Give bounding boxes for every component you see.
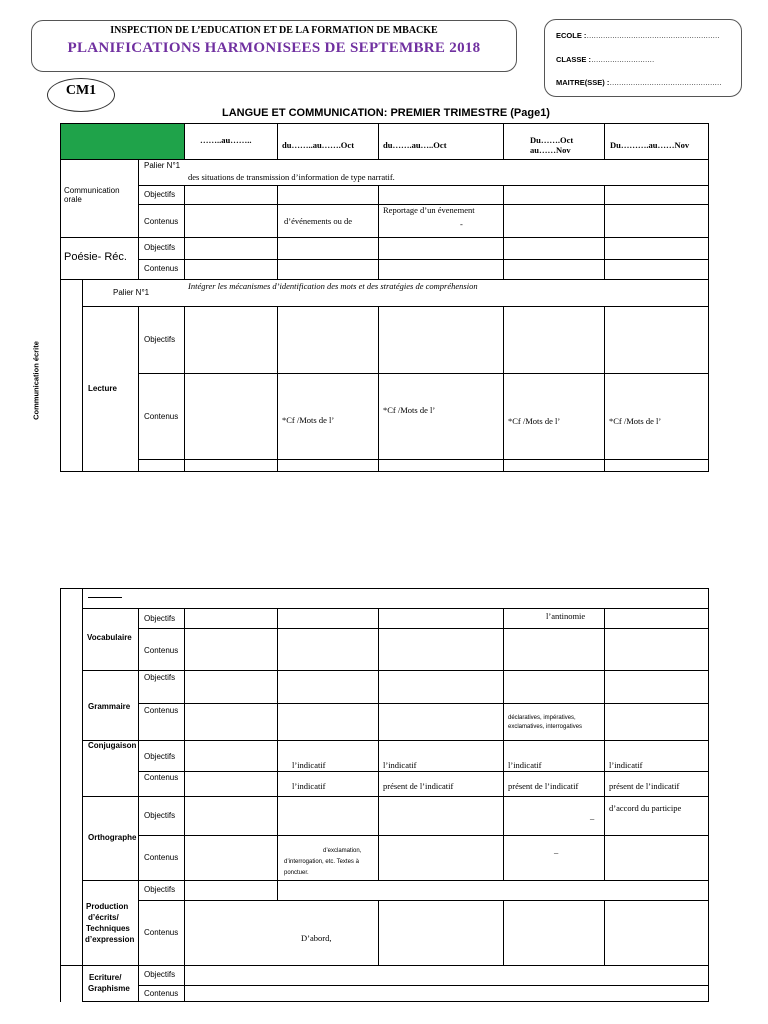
cell-text: présent de l’indicatif	[508, 781, 579, 791]
contenus-label: Contenus	[144, 706, 179, 715]
classe-label: CLASSE :	[556, 55, 592, 64]
objectifs-label: Objectifs	[144, 190, 176, 199]
contenus-label: Contenus	[144, 646, 179, 655]
header-green-cell	[61, 124, 184, 159]
cell-text: déclaratives, impératives,	[508, 715, 576, 721]
cell-text: *Cf /Mots de l’	[508, 416, 561, 426]
objectifs-label: Objectifs	[144, 885, 176, 894]
cell-text: D’abord,	[301, 933, 332, 943]
ecole-dots: …………………………………………………	[586, 31, 720, 40]
cell-text: d’exclamation,	[323, 848, 362, 854]
col-header-4a: Du…….Oct	[530, 135, 574, 145]
classe-dots: ………………………	[591, 55, 655, 64]
production-label-4: d’expression	[85, 935, 135, 944]
contenus-label: Contenus	[144, 928, 179, 937]
classe-field[interactable]	[556, 55, 654, 64]
cell-text: présent de l’indicatif	[609, 781, 680, 791]
cell-text: –	[554, 847, 559, 857]
lecture-label: Lecture	[88, 384, 117, 393]
cell-text: l’indicatif	[508, 760, 542, 770]
page-title: PLANIFICATIONS HARMONISEES DE SEPTEMBRE 2018	[67, 40, 481, 56]
palier-text: Intégrer les mécanismes d’identification des mots et des stratégies de compréhension	[188, 281, 478, 291]
cell-text: _	[590, 811, 595, 821]
col-header-2: du……..au…….Oct	[282, 140, 355, 150]
cell-text: d’interrogation, etc. Textes à	[284, 859, 359, 865]
class-badge: CM1	[47, 78, 115, 112]
col-header-3: du…….au…..Oct	[383, 140, 447, 150]
cell-text: l’indicatif	[383, 760, 417, 770]
objectifs-label: Objectifs	[144, 243, 176, 252]
objectifs-label: Objectifs	[144, 614, 176, 623]
contenus-label: Contenus	[144, 217, 179, 226]
cell-text: exclamatives, interrogatives	[508, 724, 583, 730]
cell-text: l’antinomie	[546, 611, 586, 621]
cell-text: l’indicatif	[292, 781, 326, 791]
col-header-5: Du……….au……Nov	[610, 140, 690, 150]
objectifs-label: Objectifs	[144, 970, 176, 979]
ecole-field[interactable]	[556, 31, 719, 40]
production-label-2: d’écrits/	[88, 913, 119, 922]
cell-text: d’événements ou de	[284, 216, 352, 226]
contenus-label: Contenus	[144, 773, 179, 782]
cell-text: *Cf /Mots de l’	[383, 405, 436, 415]
orthographe-label: Orthographe	[88, 833, 137, 842]
production-label-3: Techniques	[86, 924, 130, 933]
col-header-4b: au……Nov	[530, 145, 571, 155]
cell-text: l’indicatif	[609, 760, 643, 770]
objectifs-label: Objectifs	[144, 752, 176, 761]
cell-text: -	[460, 219, 463, 229]
ecole-label: ECOLE :	[556, 31, 587, 40]
comm-ecrite-label: Communication écrite	[31, 341, 41, 420]
poesie-label: Poésie- Réc.	[64, 251, 127, 263]
conjugaison-label: Conjugaison	[88, 741, 137, 750]
objectifs-label: Objectifs	[144, 811, 176, 820]
inspection-title: INSPECTION DE L’EDUCATION ET DE LA FORMATION DE MBACKE	[110, 25, 438, 36]
section-title: LANGUE ET COMMUNICATION: PREMIER TRIMESTRE (Page1)	[222, 107, 550, 119]
maitre-label: MAITRE(SSE) :	[556, 78, 610, 87]
cell-text: ponctuer.	[284, 870, 309, 876]
palier-label: Palier N°1	[113, 288, 150, 297]
cell-text: présent de l’indicatif	[383, 781, 454, 791]
ecriture-label-1: Ecriture/	[89, 973, 122, 982]
production-label-1: Production	[86, 902, 129, 911]
ecriture-label-2: Graphisme	[88, 984, 130, 993]
grammaire-label: Grammaire	[88, 702, 131, 711]
palier-label: Palier N°1	[144, 161, 181, 170]
comm-orale-label: Communication orale	[64, 186, 120, 205]
maitre-field[interactable]	[556, 78, 721, 87]
contenus-label: Contenus	[144, 989, 179, 998]
col-header-1: ……..au……..	[200, 135, 252, 145]
cell-text: d’accord du participe	[609, 803, 682, 813]
palier-text: des situations de transmission d’information de type narratif.	[188, 172, 395, 182]
contenus-label: Contenus	[144, 412, 179, 421]
contenus-label: Contenus	[144, 853, 179, 862]
cell-text: Reportage d’un évenement	[383, 205, 475, 215]
objectifs-label: Objectifs	[144, 335, 176, 344]
maitre-dots: …………………………………………	[609, 78, 722, 87]
contenus-label: Contenus	[144, 264, 179, 273]
cell-text: *Cf /Mots de l’	[282, 415, 335, 425]
vocabulaire-label: Vocabulaire	[87, 633, 132, 642]
cell-text: *Cf /Mots de l’	[609, 416, 662, 426]
objectifs-label: Objectifs	[144, 673, 176, 682]
cell-text: l’indicatif	[292, 760, 326, 770]
